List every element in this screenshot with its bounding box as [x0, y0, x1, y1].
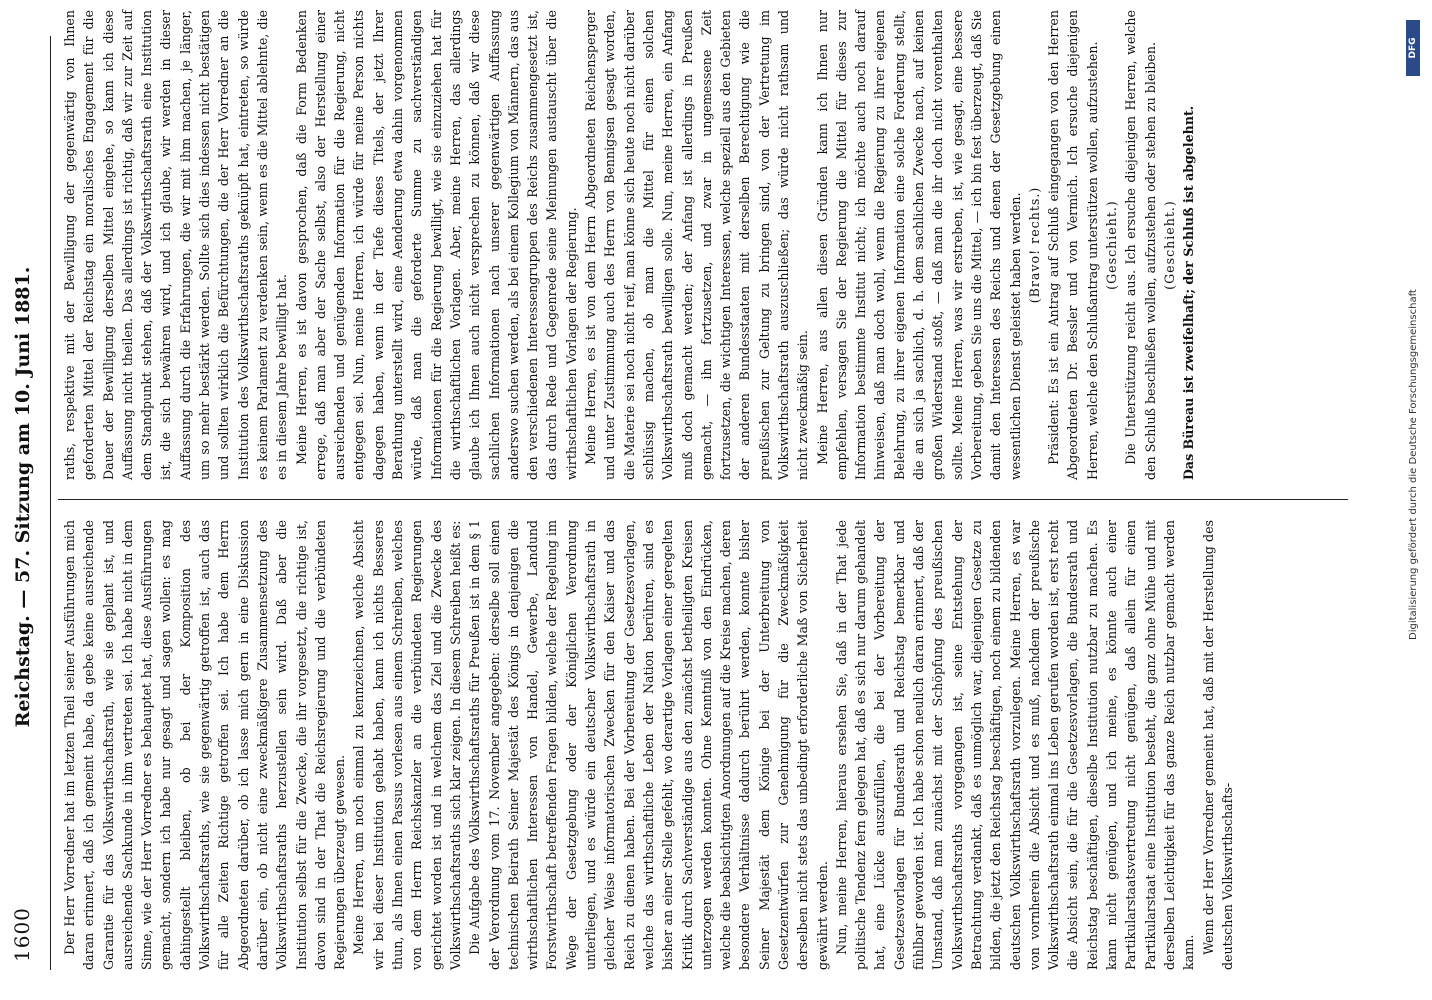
paragraph: Der Herr Vorredner hat im letzten Theil seiner Ausführungen mich daran erinnert, daß ich gemeint habe, da gebe keine ausreichende Garantie für das Volkswirthschaftsrath, wie sie geplant ist, und ausreichende Sachkunde in ihm vertreten sei. Ich habe nicht in dem Sinne, wie der Herr Vorredner es behauptet hat, diese Ausführungen gemacht, sondern ich habe nur gesagt und sagen wollen: es mag dahingestellt bleiben, ob bei der Komposition des Volkswirthschaftsraths, wie sie gegenwärtig getroffen ist, auch das für alle Zeiten Richtige getroffen sei. Ich habe dem Herrn Abgeordneten darüber, ob ich lasse mich gern in eine Diskussion darüber ein, ob nicht eine zweckmäßigere Zusammensetzung des Volkswirthschaftsraths herzustellen sein wird. Daß aber die Institution selbst für die Zwecke, die ihr vorgesetzt, die richtige ist, davon sind in der That die Reichsregierung und die verbündeten Regierungen überzeugt gewesen.	[62, 520, 348, 970]
closing-statement: Das Büreau ist zweifelhaft; der Schluß ist abgelehnt.	[1181, 105, 1197, 480]
page-number: 1600	[10, 907, 34, 962]
paragraph: Meine Herren, es ist davon gesprochen, daß die Form Bedenken errege, daß man aber der Sache selbst, also der Herstellung einer ausreichenden und genügenden Information für die Regierung, nicht entgegen sei. Nun, meine Herren, ich würde für meine Person nichts dagegen haben, wenn in der Tiefe dieses Titels, der jetzt Ihrer Berathung unterstellt wird, eine Aenderung etwa dahin vorgenommen würde, daß man die geforderte Summe zu sachverständigen Informationen für die Regierung bewilligt, wie sie einzuziehen hat für die wirthschaftlichen Vorlagen. Aber, meine Herren, das allerdings glaube ich Ihnen auch nicht versprechen zu können, daß wir diese sachlichen Informationen nach unserer gegenwärtigen Auffassung anderswo suchen werden, als bei einem Kollegium von Männern, das aus den verschiedenen Interessengruppen des Reichs zusammengesetzt ist, das durch Rede und Gegenrede seine Meinungen austauscht über die wirthschaftlichen Vorlagen der Regierung.	[293, 10, 579, 480]
quoted-paragraph: Die Aufgabe des Volkswirthschaftsraths für Preußen ist in dem § 1 der Verordnung vom 17. November angegeben: derselbe soll einen technischen Beirath Seiner Majestät des Königs in denjenigen die wirthschaftlichen Interessen von Handel, Gewerbe, Landund Forstwirthschaft betreffenden Fragen bilden, welche der Regelung im Wege der Gesetzgebung oder der Königlichen Verordnung unterliegen, und es würde ein deutscher Volkswirthschaftsrath in gleicher Weise informatorischen Zwecken für den Kaiser und das Reich zu dienen haben. Bei der Vorbereitung der Gesetzesvorlagen, welche das wirthschaftliche Leben der Nation berühren, sind es bisher an einer Stelle gefehlt, wo derartige Vorlagen einer geregelten Kritik durch Sachverständige aus den zunächst betheiligten Kreisen unterzogen werden konnten. Ohne Kenntniß von den Eindrücken, welche die beabsichtigten Anordnungen auf die Kreise machen, deren besondere Verhältnisse dadurch berührt werden, konnte bisher Seiner Majestät dem Könige bei der Unterbreitung von Gesetzentwürfen zur Genehmigung für die Zweckmäßigkeit derselben nicht stets das unbedingt erforderliche Maß von Sicherheit gewährt werden.	[467, 520, 830, 970]
dfg-logo: DFG	[1406, 20, 1420, 76]
column-divider	[58, 499, 1348, 500]
paragraph: Meine Herren, um noch einmal zu kennzeichnen, welche Absicht wir bei dieser Institution gehabt haben, kann ich nichts Besseres thun, als Ihnen einen Passus vorlesen aus einem Schreiben, welches von dem Herrn Reichskanzler an die verbündeten Regierungen gerichtet worden ist und in welchem das Ziel und die Zwecke des Volkswirthschaftsraths sich klar zeigen. In diesem Schreiben heißt es:	[351, 520, 463, 970]
page-header	[10, 32, 50, 962]
running-head: Reichstag. — 57. Sitzung am 10. Juni 1881.	[12, 266, 34, 728]
paragraph: Meine Herren, aus allen diesen Gründen kann ich Ihnen nur empfehlen, versagen Sie der Regierung die Mittel für dieses zur Information bestimmte Institut nicht; ich möchte auch noch darauf hinweisen, daß man doch wohl, wenn die Regierung zu ihrer eigenen Belehrung, zu ihrer eigenen Information eine solche Forderung stellt, die an sich ja sachlich, d. h. dem sachlichen Zwecke nach, auf keinen großen Widerstand stoßt, — daß man die ihr doch nicht vorenthalten sollte. Meine Herren, was wir erstreben, ist, wie gesagt, eine bessere Vorbereitung, geben Sie uns die Mittel, — ich bin fest überzeugt, daß Sie damit den Interessen des Reichs und denen der Gesetzgebung einen wesentlichen Dienst geleistet haben werden.	[814, 10, 1023, 480]
paragraph: Nun, meine Herren, hieraus ersehen Sie, daß in der That jede politische Tendenz fern gelegen hat, daß es sich nur darum gehandelt hat, eine Lücke auszufüllen, die bei der Vorbereitung der Gesetzesvorlagen für Bundesrath und Reichstag bemerkbar und fühlbar geworden ist. Ich habe schon neulich daran erinnert, daß der Umstand, daß man zunächst mit der Schöpfung des preußischen Volkswirthschaftsraths vorgegangen ist, seine Entstehung der Betrachtung verdankt, daß es unmöglich war, diejenigen Gesetze zu bilden, die jetzt den Reichstag beschäftigen, noch einem zu bildenden deutschen Volkswirthschaftsrath vorzulegen. Meine Herren, es war von vornherein die Absicht und es muß, nachdem der preußische Volkswirthschaftsrath einmal ins Leben gerufen worden ist, erst recht die Absicht sein, die für die Gesetzesvorlagen, die Bundesrath und Reichstag beschäftigen, dieselbe Institution nutzbar zu machen. Es kann nicht genügen, und ich meine, es könnte auch einer Partikularstaatsvertretung nicht genügen, daß allein für einen Partikularstaat eine Institution besteht, die ganz ohne Mühe und mit derselben Leichtigkeit für das ganze Reich nutzbar gemacht werden kann.	[833, 520, 1197, 970]
left-column	[60, 520, 1237, 970]
stage-direction: (Geschieht.)	[1104, 200, 1120, 290]
digitization-credit: Digitalisierung gefördert durch die Deutsche Forschungsgemeinschaft	[1408, 289, 1419, 640]
president-statement: Präsident: Es ist ein Antrag auf Schluß eingegangen von den Herren Abgeordneten Dr. Bessler und von Vermich. Ich ersuche diejenigen Herren, welche den Schlußantrag unterstützen wollen, aufzustehen.	[1046, 10, 1100, 480]
stage-direction: (Geschieht.)	[1161, 200, 1177, 290]
right-column	[60, 10, 1199, 480]
paragraph: Wenn der Herr Vorredner gemeint hat, daß mit der Herstellung des deutschen Volkswirthschafts-	[1200, 520, 1235, 970]
paragraph: Die Unterstützung reicht aus. Ich ersuche diejenigen Herren, welche den Schluß beschließen wollen, aufzustehen oder stehen zu bleiben.	[1123, 10, 1158, 480]
stage-direction: (Bravo! rechts.)	[1026, 186, 1042, 304]
paragraph: Meine Herren, es ist von dem Herrn Abgeordneten Reichensperger und unter Zustimmung auch des Herrn von Bennigsen gesagt worden, die Materie sei noch nicht reif, man könne sich heute noch nicht darüber schlüssig machen, ob man die Mittel für einen solchen Volkswirthschaftsrath bewilligen solle. Nun, meine Herren, ein Anfang muß doch gemacht werden; der Anfang ist allerdings in Preußen gemacht, — ihn fortzusetzen, und zwar in ungemessene Zeit fortzusetzen, die wichtigen Interessen, welche speziell aus den Gebieten der anderen Bundesstaaten mit derselben Berechtigung wie die preußischen zur Geltung zu bringen sind, von der Vertretung im Volkswirthschaftsrath auszuschließen; das würde nicht rathsam und nicht zweckmäßig sein.	[583, 10, 811, 480]
paragraph: raths, respektive mit der Bewilligung der gegenwärtig von Ihnen geforderten Mittel der Reichstag ein moralisches Engagement für die Dauer der Bewilligung derselben Mittel eingehe, so kann ich diese Auffassung nicht theilen. Das allerdings ist richtig, daß wir zur Zeit auf dem Standpunkt stehen, daß der Volkswirthschaftsrath eine Institution ist, die sich bewähren wird, und ich glaube, wir werden in dieser Auffassung durch die Erfahrungen, die wir mit ihm machen, je länger, um so mehr bestärkt werden. Sollte sich dies indessen nicht bestätigen und sollten wirklich die Befürchtungen, die der Herr Vorredner an die Institution des Volkswirthschaftsraths geknüpft hat, eintreten, so würde es keinem Parlament zu verdenken sein, wenn es die Mittel ablehnte, die es in diesem Jahre bewilligt hat.	[62, 10, 290, 480]
header-rule	[50, 36, 51, 970]
